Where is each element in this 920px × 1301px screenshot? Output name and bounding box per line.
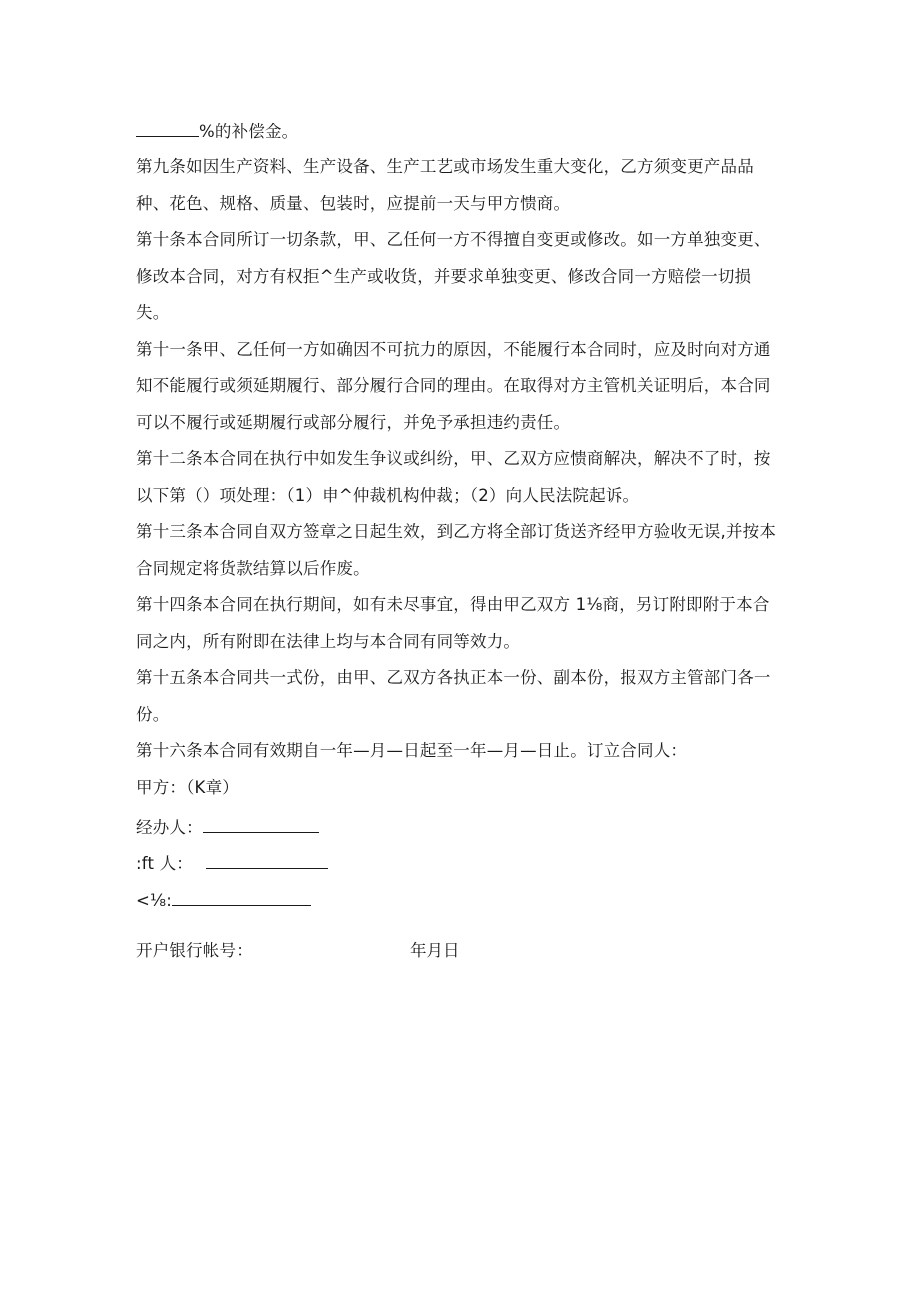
article-13-line-2: 合同规定将货款结算以后作废。 (136, 559, 370, 578)
article-14-line-2: 同之内，所有附即在法律上均与本合同有同等效力。 (136, 632, 521, 651)
address-label: <⅛: (136, 891, 172, 910)
article-13-line-1: 第十三条本合同自双方签章之日起生效，到乙方将全部订货送齐经甲方验收无误,并按本 (136, 522, 777, 541)
representative-line (136, 853, 328, 874)
party-a-label: 甲方：（K章） (136, 778, 239, 797)
representative-blank[interactable] (206, 853, 328, 869)
compensation-line: %的补偿金。 (136, 121, 298, 142)
percentage-blank (136, 121, 199, 137)
article-12-line-1: 第十二条本合同在执行中如发生争议或纠纷，甲、乙双方应愦商解决，解决不了时，按 (136, 449, 771, 468)
article-11-line-3: 可以不履行或延期履行或部分履行，并免予承担违约责任。 (136, 413, 571, 432)
article-15-line-1: 第十五条本合同共一式份，由甲、乙双方各执正本一份、副本份，报双方主管部门各一 (136, 668, 771, 687)
agent-blank[interactable] (203, 817, 319, 833)
article-16-line: 第十六条本合同有效期自一年—月—日起至一年—月—日止。订立合同人： (136, 741, 688, 760)
article-11-line-2: 知不能履行或须延期履行、部分履行合同的理由。在取得对方主管机关证明后，本合同 (136, 376, 771, 395)
article-10-line-1: 第十条本合同所订一切条款，甲、乙任何一方不得擅自变更或修改。如一方单独变更、 (136, 230, 771, 249)
article-10-line-2: 修改本合同，对方有权拒^生产或收货，并要求单独变更、修改合同一方赔偿一切损 (136, 267, 752, 286)
article-9-line-1: 第九条如因生产资料、生产设备、生产工艺或市场发生重大变化，乙方须变更产品品 (136, 157, 754, 176)
representative-label: :ft 人： (136, 854, 193, 873)
address-blank[interactable] (172, 890, 311, 906)
article-10-line-3: 失。 (136, 303, 170, 322)
article-14-line-1: 第十四条本合同在执行期间，如有未尽事宜，得由甲乙双方 1⅛商，另订附即附于本合 (136, 595, 770, 614)
address-line (136, 890, 311, 911)
article-15-line-2: 份。 (136, 705, 170, 724)
article-11-line-1: 第十一条甲、乙任何一方如确因不可抗力的原因，不能履行本合同时，应及时向对方通 (136, 340, 771, 359)
agent-label: 经办人： (136, 818, 203, 837)
article-12-line-2: 以下第（）项处理：（1）申^仲裁机构仲裁；（2）向人民法院起诉。 (136, 486, 640, 505)
bank-account-label: 开户银行帐号： (136, 941, 253, 960)
signing-date-label: 年月日 (410, 941, 460, 960)
agent-line (136, 817, 319, 838)
article-9-line-2: 种、花色、规格、质量、包装时，应提前一天与甲方愦商。 (136, 194, 571, 213)
